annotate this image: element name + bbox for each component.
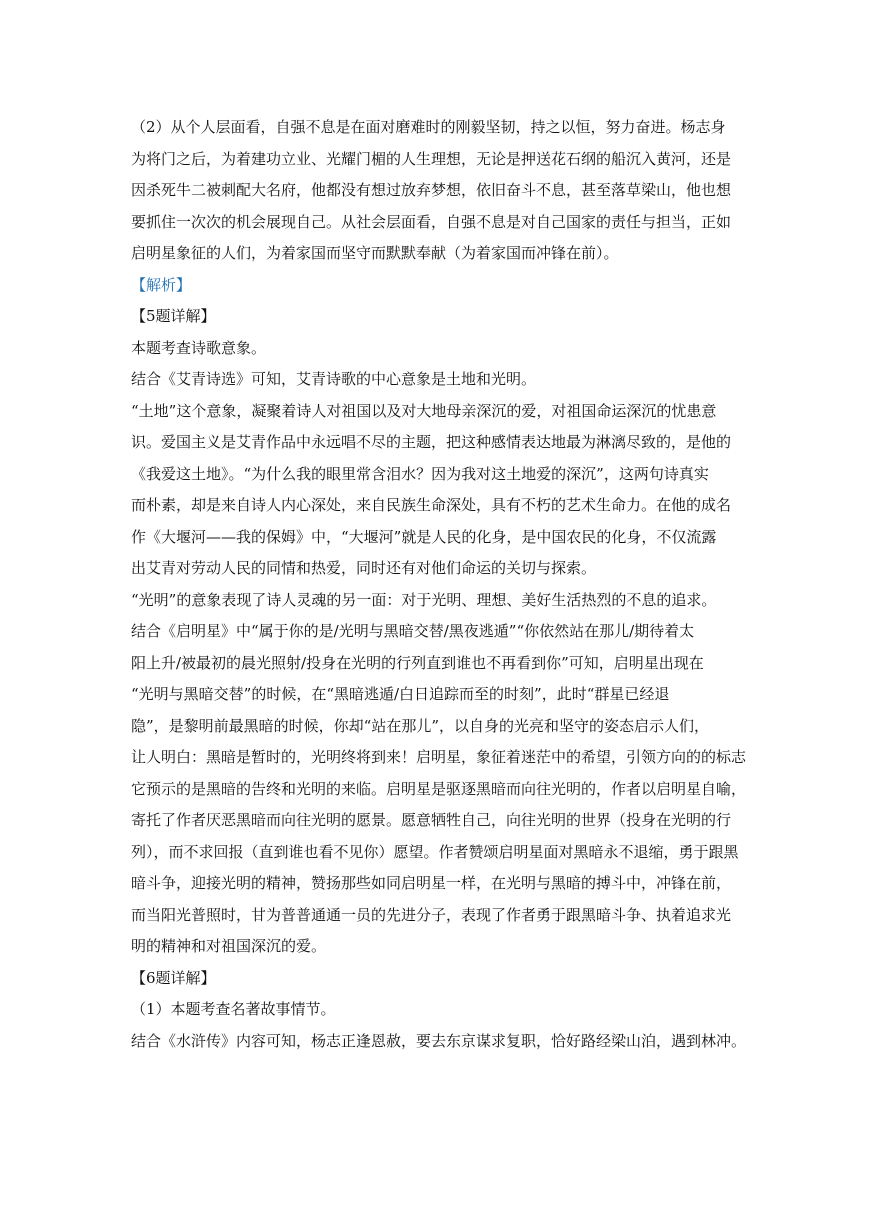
q5-intro: [131, 333, 741, 365]
text-line: “光明与黑暗交替”的时候，在“黑暗逃遁/白日追踪而至的时刻”，此时“群星已经退: [131, 685, 670, 703]
document-body: [131, 112, 747, 1057]
q5-heading: [131, 301, 741, 333]
text-line: 作《大堰河——我的保姆》中，“大堰河”就是人民的化身，是中国农民的化身，不仅流露: [131, 527, 717, 546]
text-line: “光明”的意象表现了诗人灵魂的另一面：对于光明、理想、美好生活热烈的不息的追求。: [131, 590, 717, 609]
section-heading: 【6题详解】: [131, 968, 216, 987]
text-line: 出艾青对劳动人民的同情和热爱，同时还有对他们命运的关切与探索。: [131, 559, 597, 577]
section-heading: 【5题详解】: [131, 307, 216, 325]
text-line: 启明星象征的人们，为着家国而坚守而默默奉献（为着家国而冲锋在前）。: [131, 244, 619, 262]
q6-heading: [131, 963, 741, 995]
answer-paragraph: [131, 112, 741, 270]
text-line: 阳上升/被最初的晨光照射/投身在光明的行列直到谁也不再看到你”可知，启明星出现在: [131, 653, 704, 672]
text-line: 为将门之后，为着建功立业、光耀门楣的人生理想，无论是押送花石纲的船沉入黄河，还是: [131, 149, 732, 168]
q5-paragraph-3: [131, 585, 747, 963]
q6-intro: [131, 994, 741, 1026]
text-line: 隐”，是黎明前最黑暗的时候，你却“站在那儿”，以自身的光亮和坚守的姿态启示人们，: [131, 716, 710, 735]
q6-paragraph-1: [131, 1026, 747, 1058]
text-line: 结合《艾青诗选》可知，艾青诗歌的中心意象是土地和光明。: [131, 370, 537, 388]
text-line: 结合《启明星》中“属于你的是/光明与黑暗交替/黑夜逃遁”“你依然站在那儿/期待着太: [131, 622, 695, 640]
text-line: 而朴素，却是来自诗人内心深处，来自民族生命深处，具有不朽的艺术生命力。在他的成名: [131, 496, 732, 514]
text-line: 而当阳光普照时，甘为普普通通一员的先进分子，表现了作者勇于跟黑暗斗争、执着追求光: [131, 905, 732, 924]
text-line: 它预示的是黑暗的告终和光明的来临。启明星是驱逐黑暗而向往光明的，作者以启明星自喻，: [131, 779, 747, 798]
text-line: （2）从个人层面看，自强不息是在面对磨难时的刚毅坚韧，持之以恒，努力奋进。杨志身: [131, 118, 726, 136]
analysis-link[interactable]: 【解析】: [131, 275, 192, 294]
text-line: 明的精神和对祖国深沉的爱。: [131, 937, 327, 955]
text-line: 结合《水浒传》内容可知，杨志正逢恩赦，要去东京谋求复职，恰好路经梁山泊，遇到林冲。: [131, 1031, 747, 1050]
text-line: （1）本题考查名著故事情节。: [131, 1000, 336, 1018]
text-line: “土地”这个意象，凝聚着诗人对祖国以及对大地母亲深沉的爱，对祖国命运深沉的忧患意: [131, 401, 717, 420]
text-line: 暗斗争，迎接光明的精神，赞扬那些如同启明星一样，在光明与黑暗的搏斗中，冲锋在前，: [131, 874, 732, 892]
q5-paragraph-1: [131, 364, 741, 396]
q5-paragraph-2: [131, 396, 741, 585]
text-line: 寄托了作者厌恶黑暗而向往光明的愿景。愿意牺牲自己，向往光明的世界（投身在光明的行: [131, 811, 732, 829]
text-line: 识。爱国主义是艾青作品中永远唱不尽的主题，把这种感情表达地最为淋漓尽致的，是他的: [131, 433, 732, 451]
analysis-label: [131, 270, 741, 302]
text-line: 让人明白：黑暗是暂时的，光明终将到来！启明星，象征着迷茫中的希望，引领方向的的标志: [131, 748, 747, 766]
text-line: 要抓住一次次的机会展现自己。从社会层面看，自强不息是对自己国家的责任与担当，正如: [131, 212, 732, 231]
text-line: 《我爱这土地》。“为什么我的眼里常含泪水？因为我对这土地爱的深沉”，这两句诗真实: [131, 464, 709, 483]
text-line: 因杀死牛二被刺配大名府，他都没有想过放弃梦想，依旧奋斗不息，甚至落草梁山，他也想: [131, 181, 732, 199]
text-line: 列），而不求回报（直到谁也看不见你）愿望。作者赞颂启明星面对黑暗永不退缩，勇于跟黑: [131, 842, 739, 861]
text-line: 本题考查诗歌意象。: [131, 338, 267, 357]
